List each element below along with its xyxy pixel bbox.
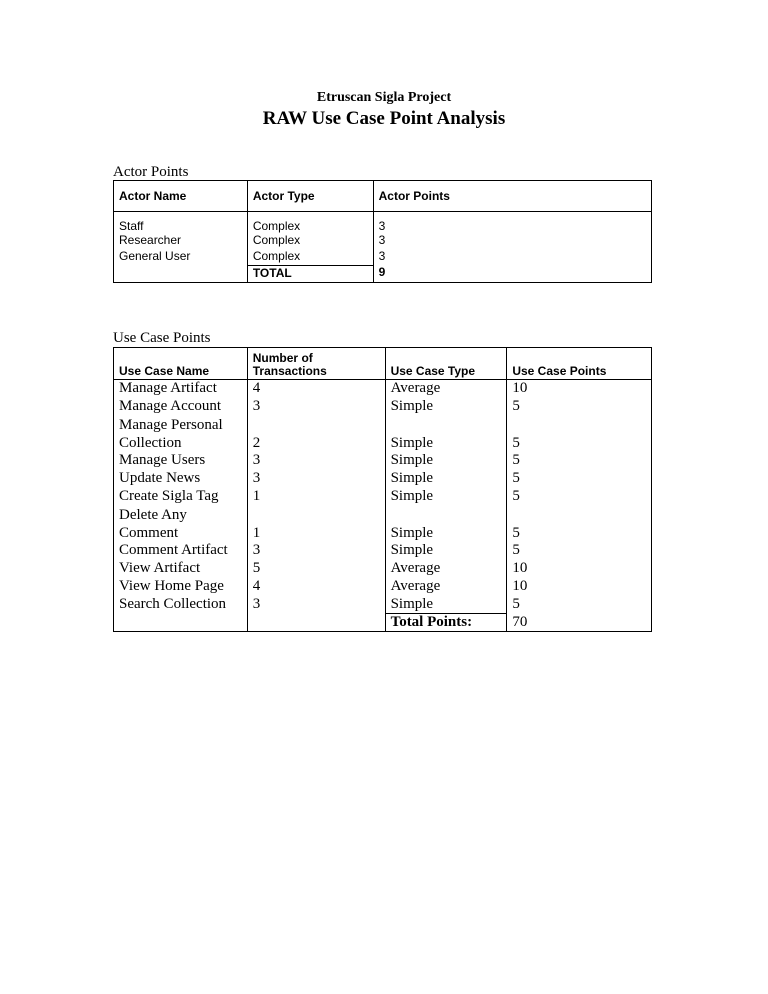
use-case-type: Simple <box>385 506 507 542</box>
use-case-transactions: 5 <box>247 560 385 578</box>
use-case-transactions: 4 <box>247 380 385 398</box>
use-case-type: Simple <box>385 596 507 614</box>
actor-name-header: Actor Name <box>114 181 248 212</box>
use-case-points: 5 <box>507 470 652 488</box>
use-case-transactions: 1 <box>247 506 385 542</box>
use-case-type: Average <box>385 560 507 578</box>
actor-type: Complex <box>247 212 373 234</box>
use-case-type: Average <box>385 578 507 596</box>
use-case-points: 5 <box>507 452 652 470</box>
transactions-header: Number of Transactions <box>247 348 385 380</box>
actor-points: 3 <box>373 233 651 249</box>
use-case-type: Simple <box>385 452 507 470</box>
actor-name: General User <box>114 249 248 265</box>
use-case-name-header: Use Case Name <box>114 348 248 380</box>
actor-points-label: Actor Points <box>113 164 189 180</box>
actor-points-table <box>113 180 652 283</box>
use-case-row <box>114 560 652 578</box>
use-case-name: Delete Any Comment <box>114 506 248 542</box>
actor-type-header: Actor Type <box>247 181 373 212</box>
use-case-transactions: 3 <box>247 470 385 488</box>
use-case-total-value: 70 <box>507 614 652 632</box>
actor-header-row <box>114 181 652 212</box>
actor-points-header: Actor Points <box>373 181 651 212</box>
use-case-name: Manage Account <box>114 398 248 416</box>
use-case-points: 5 <box>507 506 652 542</box>
actor-type: Complex <box>247 233 373 249</box>
use-case-type: Simple <box>385 542 507 560</box>
actor-row <box>114 212 652 234</box>
use-case-points-header: Use Case Points <box>507 348 652 380</box>
use-case-row <box>114 398 652 416</box>
use-case-row <box>114 542 652 560</box>
actor-total-label: TOTAL <box>247 265 373 282</box>
actor-total-value: 9 <box>373 265 651 282</box>
use-case-type: Simple <box>385 416 507 452</box>
use-case-row <box>114 596 652 614</box>
use-case-header-row <box>114 348 652 380</box>
use-case-points: 5 <box>507 542 652 560</box>
actor-name: Staff <box>114 212 248 234</box>
actor-points: 3 <box>373 212 651 234</box>
use-case-points-label: Use Case Points <box>113 330 211 346</box>
use-case-points: 10 <box>507 578 652 596</box>
use-case-points: 10 <box>507 560 652 578</box>
use-case-name: Create Sigla Tag <box>114 488 248 506</box>
use-case-row <box>114 380 652 398</box>
document-header <box>0 90 768 130</box>
page-title: RAW Use Case Point Analysis <box>262 108 506 129</box>
use-case-row <box>114 578 652 596</box>
actor-points: 3 <box>373 249 651 265</box>
use-case-name: Manage Personal Collection <box>114 416 248 452</box>
use-case-row <box>114 452 652 470</box>
actor-row <box>114 233 652 249</box>
use-case-points-table <box>113 347 652 632</box>
use-case-name: Search Collection <box>114 596 248 614</box>
use-case-type-header: Use Case Type <box>385 348 507 380</box>
use-case-transactions: 2 <box>247 416 385 452</box>
empty-cell <box>114 614 248 632</box>
use-case-name: View Home Page <box>114 578 248 596</box>
use-case-name: Comment Artifact <box>114 542 248 560</box>
use-case-transactions: 4 <box>247 578 385 596</box>
use-case-row <box>114 470 652 488</box>
actor-name: Researcher <box>114 233 248 249</box>
use-case-name: Manage Artifact <box>114 380 248 398</box>
empty-cell <box>114 265 248 282</box>
use-case-type: Average <box>385 380 507 398</box>
use-case-transactions: 1 <box>247 488 385 506</box>
use-case-type: Simple <box>385 488 507 506</box>
use-case-transactions: 3 <box>247 596 385 614</box>
use-case-points: 5 <box>507 596 652 614</box>
use-case-points: 5 <box>507 488 652 506</box>
use-case-type: Simple <box>385 470 507 488</box>
use-case-points: 5 <box>507 398 652 416</box>
use-case-total-label: Total Points: <box>385 614 507 632</box>
use-case-row <box>114 506 652 542</box>
use-case-row <box>114 416 652 452</box>
project-name: Etruscan Sigla Project <box>316 90 452 105</box>
use-case-name: Update News <box>114 470 248 488</box>
use-case-type: Simple <box>385 398 507 416</box>
use-case-transactions: 3 <box>247 398 385 416</box>
use-case-points: 10 <box>507 380 652 398</box>
use-case-name: View Artifact <box>114 560 248 578</box>
actor-row <box>114 249 652 265</box>
use-case-total-row <box>114 614 652 632</box>
use-case-points: 5 <box>507 416 652 452</box>
actor-type: Complex <box>247 249 373 265</box>
use-case-name: Manage Users <box>114 452 248 470</box>
empty-cell <box>247 614 385 632</box>
use-case-transactions: 3 <box>247 452 385 470</box>
use-case-transactions: 3 <box>247 542 385 560</box>
actor-total-row <box>114 265 652 282</box>
use-case-row <box>114 488 652 506</box>
